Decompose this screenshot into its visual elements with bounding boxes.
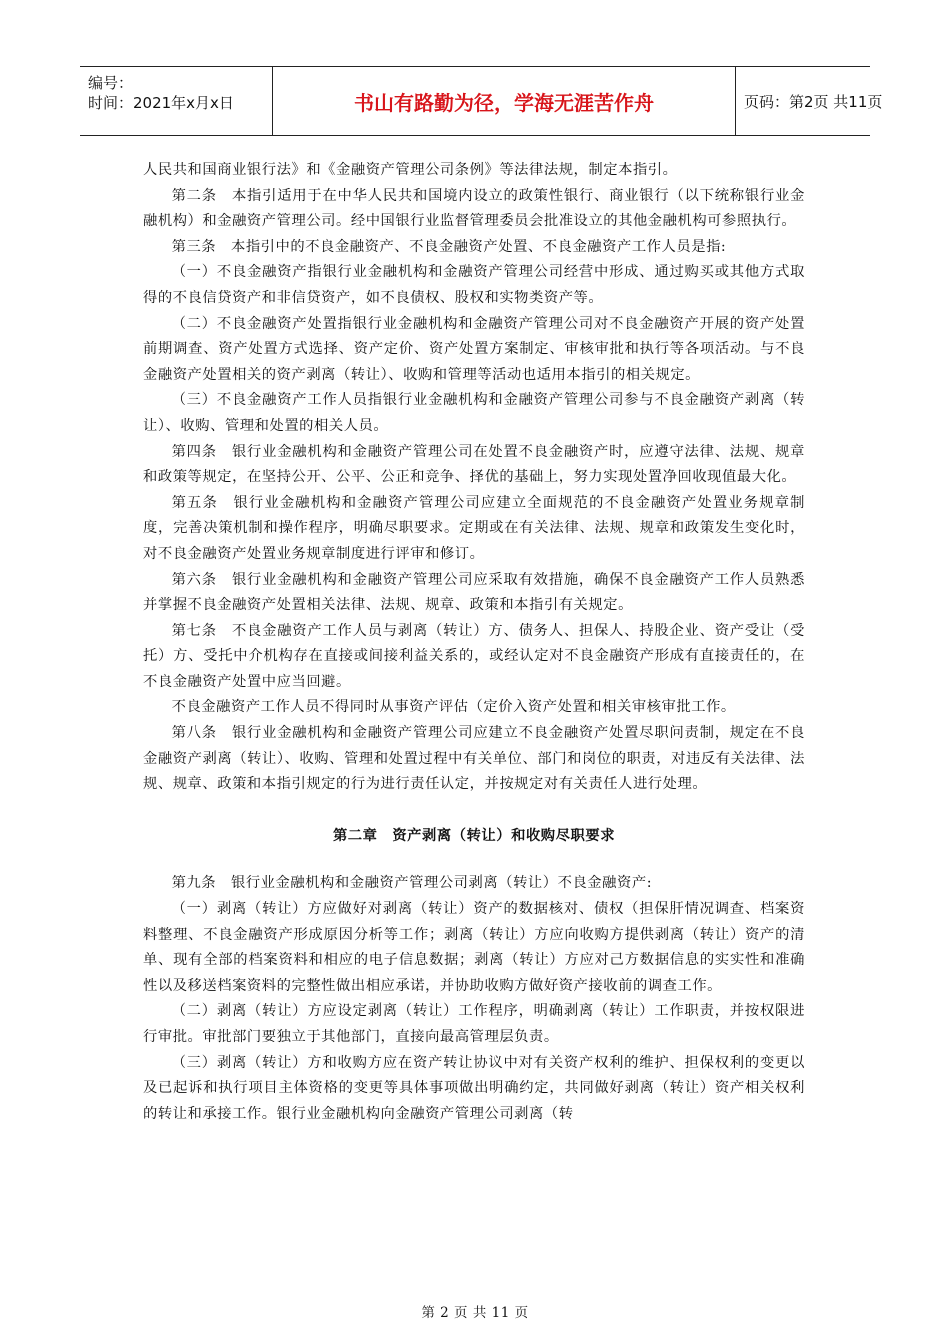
header-meta [80,67,273,135]
paragraph: 第七条 不良金融资产工作人员与剥离（转让）方、债务人、担保人、持股企业、资产受让（受托）方、受托中介机构存在直接或间接利益关系的，或经认定对不良金融资产形成有直接责任的，在不良金融资产处置中应当回避。 [143,622,805,690]
paragraph: 不良金融资产工作人员不得同时从事资产评估（定价入资产处置和相关审核审批工作。 [171,699,736,716]
number-label: 编号： [88,74,134,92]
paragraph: 第九条 银行业金融机构和金融资产管理公司剥离（转让）不良金融资产: [171,875,653,892]
paragraph: 第五条 银行业金融机构和金融资产管理公司应建立全面规范的不良金融资产处置业务规章制度，完善决策机制和操作程序，明确尽职要求。定期或在有关法律、法规、规章和政策发生变化时，对不良金融资产处置业务规章制度进行评审和修订。 [143,494,805,562]
page-header [80,66,883,136]
paragraph: 第八条 银行业金融机构和金融资产管理公司应建立不良金融资产处置尽职问责制，规定在不良金融资产剥离（转让）、收购、管理和处置过程中有关单位、部门和岗位的职责，对违反有关法律、法规、规章、政策和本指引规定的行为进行责任认定，并按规定对有关责任人进行处理。 [143,725,805,793]
paragraph: （二）剥离（转让）方应设定剥离（转让）工作程序，明确剥离（转让）工作职责，并按权限进行审批。审批部门要独立于其他部门，直接向最高管理层负责。 [143,1003,805,1045]
header-page-number: 页码：第2页 共11页 [744,92,883,111]
paragraph: （二）不良金融资产处置指银行业金融机构和金融资产管理公司对不良金融资产开展的资产处置前期调查、资产处置方式选择、资产定价、资产处置方案制定、审核审批和执行等各项活动。与不良金融资产处置相关的资产剥离（转让）、收购和管理等活动也适用本指引的相关规定。 [143,315,805,383]
paragraph: 人民共和国商业银行法》和《金融资产管理公司条例》等法律法规，制定本指引。 [143,162,678,178]
chapter-title: 第二章 资产剥离（转让）和收购尽职要求 [332,827,616,844]
page-footer: 第 2 页 共 11 页 [421,1305,529,1321]
paragraph: （一）不良金融资产指银行业金融机构和金融资产管理公司经营中形成、通过购买或其他方式取得的不良信贷资产和非信贷资产，如不良债权、股权和实物类资产等。 [143,264,805,306]
paragraph: 第四条 银行业金融机构和金融资产管理公司在处置不良金融资产时，应遵守法律、法规、规章和政策等规定，在坚持公开、公平、公正和竞争、择优的基础上，努力实现处置净回收现值最大化。 [143,443,805,486]
paragraph: 第二条 本指引适用于在中华人民共和国境内设立的政策性银行、商业银行（以下统称银行业金融机构）和金融资产管理公司。经中国银行业监督管理委员会批准设立的其他金融机构可参照执行。 [143,187,805,230]
document-body [143,158,805,1127]
paragraph: （一）剥离（转让）方应做好对剥离（转让）资产的数据核对、债权（担保肝情况调查、档案资料整理、不良金融资产形成原因分析等工作；剥离（转让）方应向收购方提供剥离（转让）资产的清单、现有全部的档案资料和相应的电子信息数据；剥离（转让）方应对己方数据信息的实实性和准确性以及移送档案资料的完整性做出相应承诺，并协助收购方做好资产接收前的调查工作。 [143,901,805,994]
paragraph: 第六条 银行业金融机构和金融资产管理公司应采取有效措施，确保不良金融资产工作人员熟悉并掌握不良金融资产处置相关法律、法规、规章、政策和本指引有关规定。 [143,571,805,614]
paragraph: （三）剥离（转让）方和收购方应在资产转让协议中对有关资产权利的维护、担保权利的变更以及已起诉和执行项目主体资格的变更等具体事项做出明确约定，共同做好剥离（转让）资产相关权利的转让和承接工作。银行业金融机构向金融资产管理公司剥离（转 [143,1054,805,1122]
header-motto: 书山有路勤为径，学海无涯苦作舟 [273,67,736,135]
paragraph: 第三条 本指引中的不良金融资产、不良金融资产处置、不良金融资产工作人员是指: [171,238,727,255]
paragraph: （三）不良金融资产工作人员指银行业金融机构和金融资产管理公司参与不良金融资产剥离（转让）、收购、管理和处置的相关人员。 [143,392,805,434]
time-label: 时间：2021年x月x日 [88,94,234,112]
